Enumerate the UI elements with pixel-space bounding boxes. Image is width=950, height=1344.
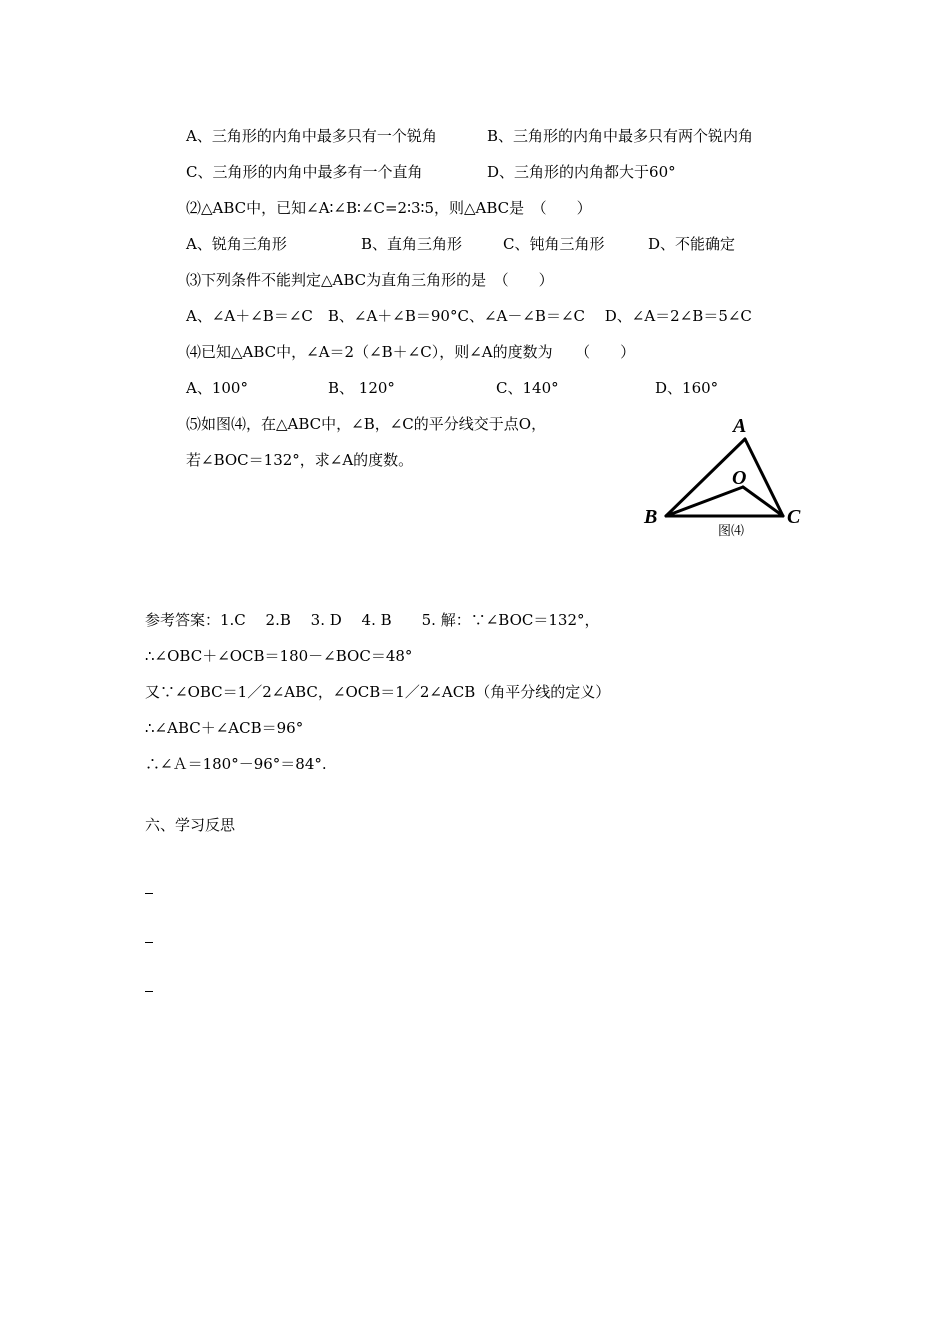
reflection-heading: 六、学习反思: [145, 816, 236, 834]
q2-option-c: C、钝角三角形: [503, 235, 605, 253]
bisector-bo: [666, 487, 743, 516]
answer-line-5: ∴∠Ａ＝180°－96°＝84°.: [145, 755, 327, 773]
reflection-blank-2: [145, 942, 153, 943]
q4-option-c: C、140°: [496, 379, 559, 397]
q4-option-a: A、100°: [186, 379, 248, 397]
q1-option-b: B、三角形的内角中最多只有两个锐内角: [487, 127, 754, 145]
q3-stem: ⑶下列条件不能判定△ABC为直角三角形的是 （ ）: [186, 271, 554, 289]
q2-option-d: D、不能确定: [648, 235, 736, 253]
figure-caption: 图⑷: [718, 524, 745, 539]
q1-option-d: D、三角形的内角都大于60°: [487, 163, 676, 181]
answer-line-4: ∴∠ABC＋∠ACB＝96°: [145, 719, 304, 737]
answer-line-3: 又∵∠OBC＝1／2∠ABC，∠OCB＝1／2∠ACB（角平分线的定义）: [145, 683, 611, 701]
reflection-blank-1: [145, 893, 153, 894]
answer-line-2: ∴∠OBC＋∠OCB＝180－∠BOC＝48°: [145, 647, 413, 665]
side-ac: [745, 439, 783, 516]
q4-stem: ⑷已知△ABC中，∠A＝2（∠B＋∠C），则∠A的度数为 （ ）: [186, 343, 636, 361]
vertex-label-b: B: [644, 506, 658, 528]
point-label-o: O: [732, 467, 747, 489]
q4-option-b: B、 120°: [328, 379, 395, 397]
vertex-label-a: A: [733, 415, 747, 437]
q5-line-1: ⑸如图⑷，在△ABC中，∠B，∠C的平分线交于点O，: [186, 415, 547, 433]
q3-options: A、∠A＋∠B＝∠C B、∠A＋∠B＝90°C、∠A－∠B＝∠C D、∠A＝2∠B＝5∠C: [186, 307, 752, 325]
q4-option-d: D、160°: [655, 379, 719, 397]
q5-line-2: 若∠BOC＝132°，求∠A的度数。: [186, 451, 414, 469]
answer-line-1: 参考答案：1.C 2.B 3. D 4. B 5. 解：∵∠BOC＝132°，: [145, 611, 600, 629]
triangle-figure: [640, 412, 840, 542]
q1-option-a: A、三角形的内角中最多只有一个锐角: [186, 127, 437, 145]
q1-option-c: C、三角形的内角中最多有一个直角: [186, 163, 423, 181]
triangle-diagram: [640, 412, 840, 542]
reflection-blank-3: [145, 991, 153, 992]
q2-stem: ⑵△ABC中，已知∠A∶∠B∶∠C=2∶3∶5，则△ABC是 （ ）: [186, 199, 592, 217]
q2-option-a: A、锐角三角形: [186, 235, 287, 253]
vertex-label-c: C: [787, 506, 801, 528]
q2-option-b: B、直角三角形: [361, 235, 463, 253]
